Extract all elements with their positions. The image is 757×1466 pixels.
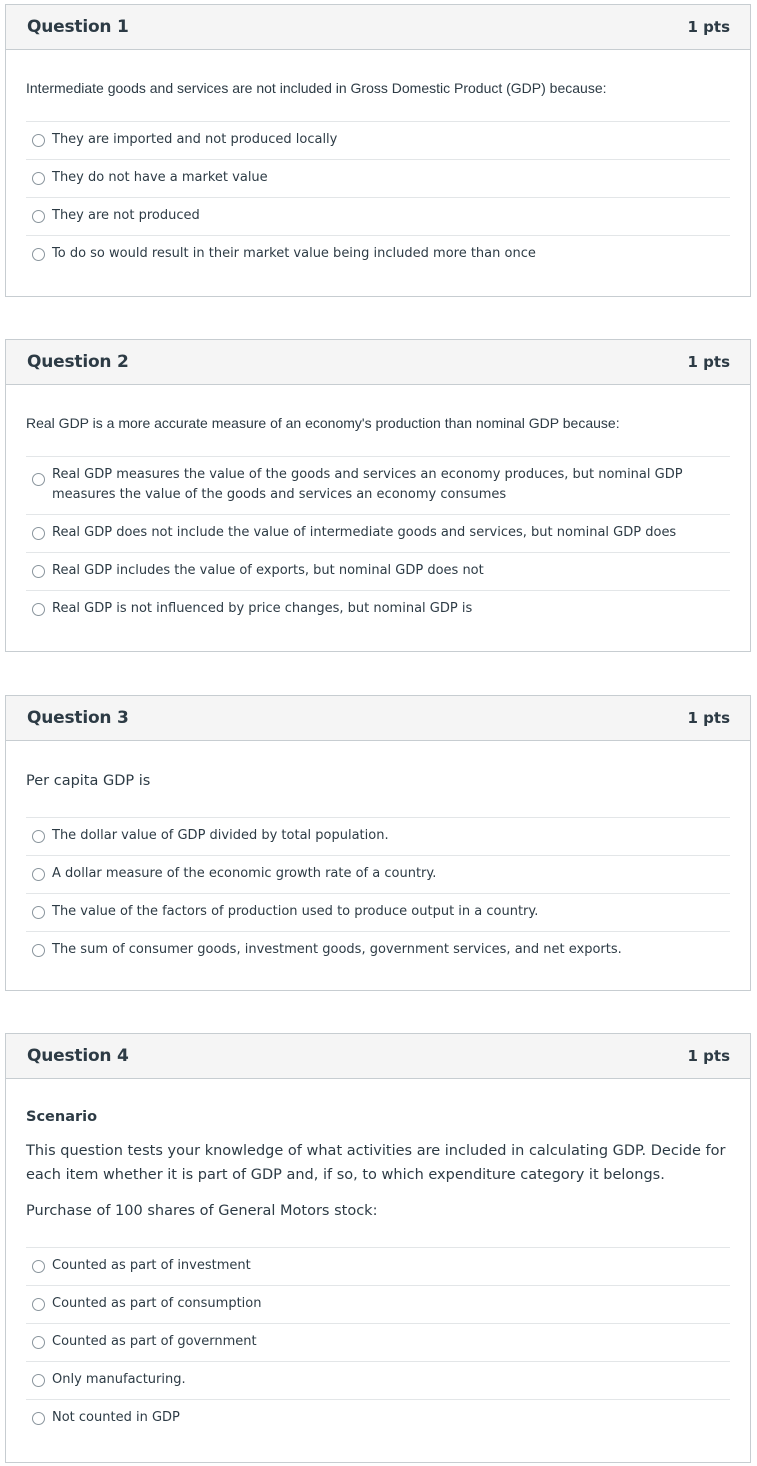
question-body xyxy=(6,769,750,970)
radio-button[interactable] xyxy=(32,473,45,486)
radio-button[interactable] xyxy=(32,172,45,185)
scenario-title: Scenario xyxy=(26,1109,98,1125)
question-header xyxy=(6,340,750,385)
question-1 xyxy=(5,4,751,297)
answer-label[interactable]: The dollar value of GDP divided by total population. xyxy=(52,828,389,843)
answer-option[interactable] xyxy=(26,932,730,970)
answer-label[interactable]: Only manufacturing. xyxy=(52,1372,186,1387)
question-points: 1 pts xyxy=(687,353,730,371)
radio-button[interactable] xyxy=(32,868,45,881)
answer-option[interactable] xyxy=(26,236,730,274)
radio-button[interactable] xyxy=(32,830,45,843)
answer-label[interactable]: Real GDP does not include the value of intermediate goods and services, but nominal GDP does xyxy=(52,525,677,540)
answer-label[interactable]: Counted as part of government xyxy=(52,1334,257,1349)
question-prompt: Purchase of 100 shares of General Motors stock: xyxy=(26,1203,378,1219)
answer-option[interactable] xyxy=(26,856,730,894)
answer-option[interactable] xyxy=(26,198,730,236)
question-points: 1 pts xyxy=(687,18,730,36)
answer-label[interactable]: They do not have a market value xyxy=(52,170,268,185)
answer-option[interactable] xyxy=(26,122,730,160)
question-header xyxy=(6,1034,750,1079)
answer-list xyxy=(26,121,730,274)
radio-button[interactable] xyxy=(32,603,45,616)
question-title: Question 1 xyxy=(27,17,129,37)
answer-list xyxy=(26,1247,730,1438)
radio-button[interactable] xyxy=(32,906,45,919)
radio-button[interactable] xyxy=(32,527,45,540)
scenario-text: This question tests your knowledge of what activities are included in calculating GDP. Decide for each item whether it is part of GDP and, if so, to which expenditure category it belongs. xyxy=(26,1143,726,1183)
answer-option[interactable] xyxy=(26,515,730,553)
radio-button[interactable] xyxy=(32,1336,45,1349)
question-title: Question 2 xyxy=(27,352,129,372)
answer-option[interactable] xyxy=(26,818,730,856)
radio-button[interactable] xyxy=(32,210,45,223)
question-points: 1 pts xyxy=(687,709,730,727)
answer-option[interactable] xyxy=(26,1362,730,1400)
question-title: Question 3 xyxy=(27,708,129,728)
question-header xyxy=(6,5,750,50)
answer-label[interactable]: Real GDP includes the value of exports, but nominal GDP does not xyxy=(52,563,484,578)
answer-list xyxy=(26,817,730,970)
radio-button[interactable] xyxy=(32,1374,45,1387)
answer-label[interactable]: The sum of consumer goods, investment goods, government services, and net exports. xyxy=(52,942,622,957)
answer-option[interactable] xyxy=(26,1324,730,1362)
radio-button[interactable] xyxy=(32,1298,45,1311)
answer-option[interactable] xyxy=(26,457,730,515)
question-body xyxy=(6,80,750,274)
answer-list xyxy=(26,456,730,629)
radio-button[interactable] xyxy=(32,1412,45,1425)
radio-button[interactable] xyxy=(32,1260,45,1273)
answer-option[interactable] xyxy=(26,1400,730,1438)
radio-button[interactable] xyxy=(32,134,45,147)
answer-label[interactable]: To do so would result in their market value being included more than once xyxy=(52,246,536,261)
question-2 xyxy=(5,339,751,652)
question-prompt: Per capita GDP is xyxy=(26,773,151,789)
radio-button[interactable] xyxy=(32,565,45,578)
question-header xyxy=(6,696,750,741)
question-4 xyxy=(5,1033,751,1463)
answer-label[interactable]: Counted as part of investment xyxy=(52,1258,251,1273)
question-3 xyxy=(5,695,751,991)
question-body xyxy=(6,415,750,629)
answer-label[interactable]: Real GDP is not influenced by price changes, but nominal GDP is xyxy=(52,601,473,616)
answer-option[interactable] xyxy=(26,591,730,629)
answer-label[interactable]: Real GDP measures the value of the goods and services an economy produces, but nominal GDP measures the value of the goods and services an economy consumes xyxy=(52,467,683,502)
answer-option[interactable] xyxy=(26,553,730,591)
answer-label[interactable]: They are not produced xyxy=(52,208,200,223)
answer-label[interactable]: They are imported and not produced locally xyxy=(52,132,338,147)
answer-label[interactable]: A dollar measure of the economic growth rate of a country. xyxy=(52,866,437,881)
answer-option[interactable] xyxy=(26,1286,730,1324)
radio-button[interactable] xyxy=(32,944,45,957)
answer-option[interactable] xyxy=(26,894,730,932)
question-points: 1 pts xyxy=(687,1047,730,1065)
answer-label[interactable]: Not counted in GDP xyxy=(52,1410,180,1425)
answer-label[interactable]: The value of the factors of production used to produce output in a country. xyxy=(52,904,539,919)
answer-label[interactable]: Counted as part of consumption xyxy=(52,1296,262,1311)
radio-button[interactable] xyxy=(32,248,45,261)
answer-option[interactable] xyxy=(26,160,730,198)
question-title: Question 4 xyxy=(27,1046,129,1066)
question-prompt: Real GDP is a more accurate measure of an economy's production than nominal GDP because: xyxy=(26,415,620,431)
question-prompt: Intermediate goods and services are not included in Gross Domestic Product (GDP) because: xyxy=(26,80,607,96)
answer-option[interactable] xyxy=(26,1248,730,1286)
question-body xyxy=(6,1109,750,1438)
